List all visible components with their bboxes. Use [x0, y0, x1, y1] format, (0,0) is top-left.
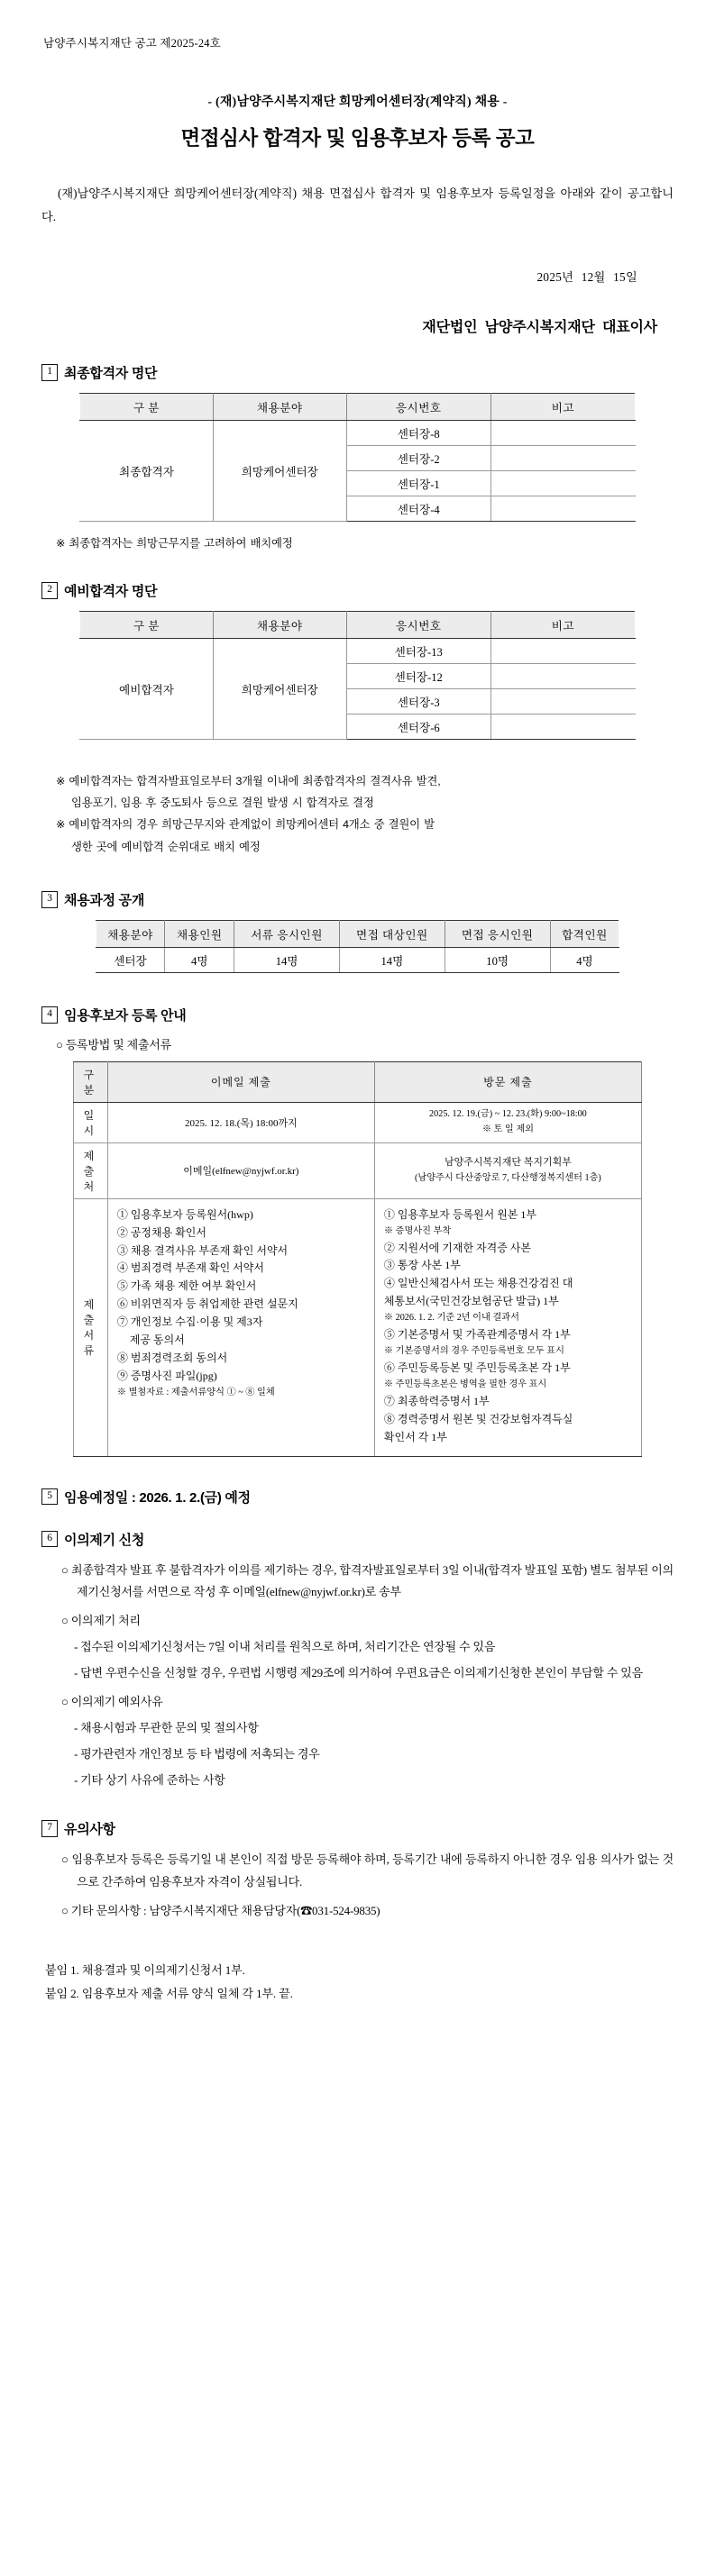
- section-3-number: 3: [41, 891, 58, 908]
- intro-paragraph: (재)남양주시복지재단 희망케어센터장(계약직) 채용 면접심사 합격자 및 임용후보자 등록일정을 아래와 같이 공고합니다.: [41, 187, 674, 224]
- col-division: 구 분: [80, 393, 214, 420]
- visit-place-line-1: 남양주시복지재단 복지기획부: [444, 1157, 572, 1169]
- section-registration-guide: [41, 1006, 674, 1457]
- doc-item: ⑤ 가족 채용 제한 여부 확인서: [116, 1279, 257, 1293]
- cell-passed: 4명: [550, 947, 619, 972]
- doc-item: ④ 일반신체검사서 또는 채용건강검진 대: [383, 1277, 573, 1290]
- doc-item: ④ 범죄경력 부존재 확인 서약서: [116, 1261, 264, 1275]
- notices-list: [41, 1849, 674, 1923]
- table-header-row: [80, 612, 636, 639]
- section-1-heading: [41, 363, 674, 382]
- cell-exam-no: 센터장-13: [346, 639, 490, 664]
- section-7-title: 유의사항: [64, 1822, 115, 1838]
- doc-item: ⑨ 증명사진 파일(jpg): [116, 1369, 217, 1382]
- cell-field: 희망케어센터장: [213, 639, 346, 740]
- col-field: 채용분야: [213, 393, 346, 420]
- cell-email-documents: [107, 1198, 374, 1456]
- doc-item: ⑦ 최종학력증명서 1부: [383, 1394, 490, 1407]
- cell-remark: [490, 715, 635, 740]
- section-recruitment-process: [41, 890, 674, 973]
- section-7-number: 7: [41, 1820, 58, 1837]
- label-datetime: 일 시: [74, 1102, 108, 1142]
- section-3-heading: [41, 890, 674, 909]
- document-number: 남양주시복지재단 공고 제2025-24호: [43, 37, 222, 50]
- attachments: [41, 1959, 674, 2006]
- table-row: [96, 947, 619, 972]
- issue-date: 2025년 12월 15일: [536, 269, 637, 284]
- cell-headcount: 4명: [165, 947, 234, 972]
- cell-exam-no: 센터장-6: [346, 715, 490, 740]
- list-item: ○ 임용후보자 등록은 등록기일 내 본인이 직접 방문 등록해야 하며, 등록기간 내에 등록하지 아니한 경우 임용 의사가 없는 것으로 간주하여 임용후보자 자격이 상실됩니다.: [61, 1852, 674, 1889]
- section-appointment-date: [41, 1488, 674, 1506]
- page-title: 면접심사 합격자 및 임용후보자 등록 공고: [180, 127, 535, 150]
- row-place: [74, 1142, 642, 1198]
- table-header-row: [74, 1061, 642, 1102]
- cell-group-label: 최종합격자: [80, 420, 214, 521]
- signature-line: 재단법인 남양주시복지재단 대표이사: [422, 319, 657, 335]
- col-interview-applicants: 면접 응시인원: [445, 920, 550, 947]
- doc-note: ※ 2026. 1. 2. 기준 2년 이내 결과서: [383, 1313, 519, 1324]
- reserve-pass-table: [79, 611, 636, 740]
- registration-table: [73, 1061, 642, 1457]
- cell-exam-no: 센터장-8: [346, 420, 490, 445]
- cell-exam-no: 센터장-12: [346, 664, 490, 689]
- list-item: - 접수된 이의제기신청서는 7일 이내 처리를 원칙으로 하며, 처리기간은 연장될 수 있음: [74, 1640, 496, 1654]
- col-exam-no: 응시번호: [346, 612, 490, 639]
- doc-item: ⑦ 개인정보 수집·이용 및 제3자: [116, 1315, 263, 1329]
- col-email-submit: 이메일 제출: [107, 1061, 374, 1102]
- doc-item: ⑧ 경력증명서 원본 및 건강보험자격득실: [383, 1412, 573, 1425]
- cell-interview-applicants: 10명: [445, 947, 550, 972]
- label-documents-line-1: 제 출: [83, 1298, 98, 1327]
- table-row: [80, 639, 636, 664]
- attachment-item: 붙임 2. 임용후보자 제출 서류 양식 일체 각 1부. 끝.: [45, 1986, 293, 2000]
- section-6-number: 6: [41, 1531, 58, 1548]
- cell-exam-no: 센터장-4: [346, 496, 490, 521]
- table-header-row: [96, 920, 619, 947]
- row-datetime: [74, 1102, 642, 1142]
- doc-item: ② 지원서에 기재한 자격증 사본: [383, 1241, 531, 1254]
- cell-visit-datetime: [374, 1102, 641, 1142]
- doc-item: ⑤ 기본증명서 및 가족관계증명서 각 1부: [383, 1328, 571, 1342]
- attachment-item: 붙임 1. 채용결과 및 이의제기신청서 1부.: [45, 1962, 245, 1977]
- col-interview-target: 면접 대상인원: [339, 920, 445, 947]
- section-notices: [41, 1819, 674, 1923]
- doc-item-cont: 확인서 각 1부: [383, 1430, 447, 1443]
- doc-note: ※ 기본증명서의 경우 주민등록번호 모두 표시: [383, 1346, 564, 1357]
- visit-place-line-2: (남양주시 다산중앙로 7, 다산행정복지센터 1층): [414, 1172, 601, 1183]
- cell-remark: [490, 420, 635, 445]
- objection-list: [41, 1560, 674, 1793]
- cell-interview-target: 14명: [339, 947, 445, 972]
- section-2-note-2-line-1: ※ 예비합격자의 경우 희망근무지와 관계없이 희망케어센터 4개소 중 결원이 발: [56, 818, 435, 832]
- doc-item-cont: 체통보서(국민건강보험공단 발급) 1부: [383, 1295, 559, 1308]
- list-item: ○ 이의제기 예외사유: [61, 1695, 163, 1709]
- list-item: - 채용시험과 무관한 문의 및 절의사항: [74, 1721, 259, 1735]
- list-item: - 평가관련자 개인정보 등 타 법령에 저촉되는 경우: [74, 1747, 320, 1761]
- section-4-bullet: ○ 등록방법 및 제출서류: [56, 1037, 172, 1051]
- cell-doc-applicants: 14명: [234, 947, 340, 972]
- doc-item: ⑧ 범죄경력조회 동의서: [116, 1352, 228, 1364]
- doc-item-cont: 제공 동의서: [129, 1334, 185, 1347]
- list-item: - 답변 우편수신을 신청할 경우, 우편법 시행령 제29조에 의거하여 우편요금은 이의제기신청한 본인이 부담할 수 있음: [74, 1666, 643, 1680]
- section-1-note: ※ 최종합격자는 희망근무지를 고려하여 배치예정: [56, 536, 293, 550]
- section-objection: [41, 1530, 674, 1793]
- section-2-note-2-line-2: 생한 곳에 예비합격 순위대로 배치 예정: [71, 840, 261, 853]
- doc-note: ※ 주민등록초본은 병역을 필한 경우 표시: [383, 1379, 547, 1389]
- doc-note: ※ 별첨자료 : 제출서류양식 ① ~ ⑧ 일체: [116, 1387, 275, 1397]
- label-place: 제출처: [74, 1142, 108, 1198]
- section-5-heading: [41, 1488, 674, 1506]
- cell-remark: [490, 664, 635, 689]
- section-6-heading: [41, 1530, 674, 1549]
- section-2-note-1-line-1: ※ 예비합격자는 합격자발표일로부터 3개월 이내에 최종합격자의 결격사유 발견,: [56, 775, 441, 787]
- cell-group-label: 예비합격자: [80, 639, 214, 740]
- col-exam-no: 응시번호: [346, 393, 490, 420]
- section-5-title: 임용예정일 : 2026. 1. 2.(금) 예정: [64, 1489, 251, 1506]
- col-remark: 비고: [490, 612, 635, 639]
- doc-item: ③ 통장 사본 1부: [383, 1259, 461, 1272]
- section-6-title: 이의제기 신청: [64, 1532, 145, 1548]
- section-3-title: 채용과정 공개: [64, 892, 145, 908]
- section-4-number: 4: [41, 1006, 58, 1024]
- section-reserve-pass-list: [41, 581, 674, 858]
- table-header-row: [80, 393, 636, 420]
- col-passed: 합격인원: [550, 920, 619, 947]
- doc-item: ③ 채용 결격사유 부존재 확인 서약서: [116, 1243, 289, 1257]
- section-2-number: 2: [41, 582, 58, 599]
- section-1-number: 1: [41, 364, 58, 381]
- cell-remark: [490, 470, 635, 496]
- cell-exam-no: 센터장-3: [346, 689, 490, 715]
- section-4-heading: [41, 1006, 674, 1024]
- col-visit-submit: 방문 제출: [374, 1061, 641, 1102]
- cell-visit-documents: [374, 1198, 641, 1456]
- doc-item: ⑥ 주민등록등본 및 주민등록초본 각 1부: [383, 1361, 571, 1374]
- col-doc-applicants: 서류 응시인원: [234, 920, 340, 947]
- visit-datetime-line-1: 2025. 12. 19.(금) ~ 12. 23.(화) 9:00~18:00: [429, 1109, 587, 1120]
- row-documents: [74, 1198, 642, 1456]
- col-division: 구 분: [80, 612, 214, 639]
- section-final-pass-list: [41, 363, 674, 554]
- cell-email-place: 이메일(elfnew@nyjwf.or.kr): [107, 1142, 374, 1198]
- section-7-heading: [41, 1819, 674, 1838]
- section-2-note-1-line-2: 임용포기, 임용 후 중도퇴사 등으로 결원 발생 시 합격자로 결정: [71, 796, 374, 810]
- cell-email-datetime: 2025. 12. 18.(목) 18:00까지: [107, 1102, 374, 1142]
- list-item: ○ 기타 문의사항 : 남양주시복지재단 채용담당자(☎031-524-9835): [61, 1903, 380, 1917]
- label-documents-line-2: 서 류: [83, 1329, 98, 1358]
- doc-note: ※ 증명사진 부착: [383, 1225, 452, 1236]
- table-row: [80, 420, 636, 445]
- final-pass-table: [79, 393, 636, 522]
- col-field: 채용분야: [213, 612, 346, 639]
- cell-field: 센터장: [96, 947, 165, 972]
- document-subtitle: - (재)남양주시복지재단 희망케어센터장(계약직) 채용 -: [207, 96, 508, 109]
- doc-item: ② 공정채용 확인서: [116, 1225, 206, 1239]
- cell-exam-no: 센터장-1: [346, 470, 490, 496]
- list-item: ○ 이의제기 처리: [61, 1614, 141, 1628]
- recruitment-process-table: [96, 920, 620, 973]
- label-documents: [74, 1198, 108, 1456]
- cell-visit-place: [374, 1142, 641, 1198]
- section-2-heading: [41, 581, 674, 600]
- doc-item: ① 임용후보자 등록원서(hwp): [116, 1207, 253, 1221]
- cell-remark: [490, 496, 635, 521]
- visit-datetime-line-2: ※ 토 일 제외: [481, 1124, 535, 1134]
- col-headcount: 채용인원: [165, 920, 234, 947]
- col-remark: 비고: [490, 393, 635, 420]
- section-2-title: 예비합격자 명단: [64, 584, 158, 599]
- cell-exam-no: 센터장-2: [346, 445, 490, 470]
- cell-field: 희망케어센터장: [213, 420, 346, 521]
- section-1-title: 최종합격자 명단: [64, 365, 158, 381]
- cell-remark: [490, 445, 635, 470]
- col-field: 채용분야: [96, 920, 165, 947]
- cell-remark: [490, 639, 635, 664]
- col-division: 구 분: [74, 1061, 108, 1102]
- cell-remark: [490, 689, 635, 715]
- doc-item: ① 임용후보자 등록원서 원본 1부: [383, 1207, 536, 1221]
- section-5-number: 5: [41, 1488, 58, 1506]
- list-item: - 기타 상기 사유에 준하는 사항: [74, 1773, 225, 1788]
- section-4-title: 임용후보자 등록 안내: [64, 1007, 187, 1024]
- doc-item: ⑥ 비위면직자 등 취업제한 관련 설문지: [116, 1297, 298, 1311]
- list-item: ○ 최종합격자 발표 후 불합격자가 이의를 제기하는 경우, 합격자발표일로부터 3일 이내(합격자 발표일 포함) 별도 첨부된 이의제기신청서를 서면으로 작성 후 이메일(elfnew@nyjwf.or.kr)로 송부: [61, 1562, 674, 1599]
